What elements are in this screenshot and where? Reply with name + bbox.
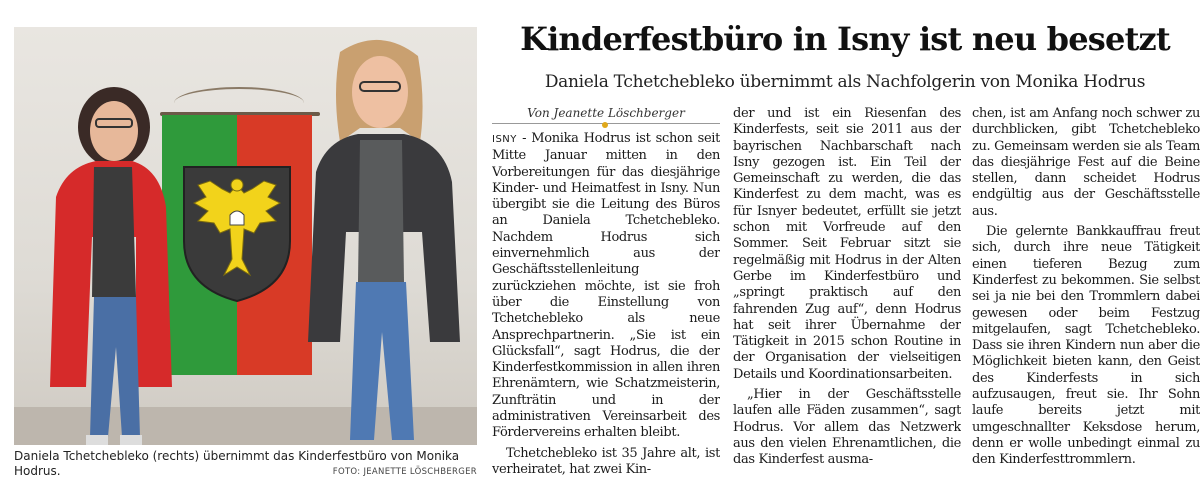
- paragraph: der und ist ein Riesenfan des Kinderfests, seit sie 2011 aus der bayrischen Nachbarschaft nach Isny gezogen ist. Ein Teil der Gemeinschaft zu werden, die das Kinderfest zu dem macht, was es für Isnyer bedeutet, erfüllt sie jetzt schon mit Vorfreude auf den Sommer. Seit Februar sitzt sie regelmäßig mit Hodrus in der Alten Gerbe im Kinderfestbüro und „springt praktisch auf den fahrenden Zug auf“, denn Hodrus hat seit ihrer Übernahme der Tätigkeit in 2015 schon Routine in der Organisation der vielseitigen Details und Koordinationsarbeiten.: [733, 106, 961, 382]
- paragraph: Die gelernte Bankkauffrau freut sich, durch ihre neue Tätigkeit einen tieferen Bezug zum Kinderfest zu bekommen. Sie selbst sei ja nie bei den Trommlern dabei gewesen oder beim Festzug mitgelaufen, sagt Tchetchebleko. Dass sie ihren Kindern nun aber die Möglichkeit bieten kann, den Geist des Kinderfests in sich aufzusaugen, freut sie. Ihr Sohn laufe bereits jetzt mit umgeschnallter Keksdose herum, denn er wolle unbedingt einmal zu den Kinderfesttrommlern.: [972, 224, 1200, 468]
- article-subheadline: Daniela Tchetchebleko übernimmt als Nachfolgerin von Monika Hodrus: [544, 72, 1146, 92]
- isny-flag: [162, 115, 312, 375]
- article-column-2: [733, 106, 961, 489]
- paragraph: Tchetchebleko ist 35 Jahre alt, ist verheiratet, hat zwei Kin-: [492, 445, 720, 477]
- article-headline: Kinderfestbüro in Isny ist neu besetzt: [520, 20, 1170, 58]
- paragraph: [492, 131, 720, 442]
- article-column-1: [492, 131, 720, 489]
- article-column-3: [972, 106, 1200, 489]
- person-monika-hodrus: [36, 57, 176, 445]
- photo-credit: FOTO: JEANETTE LÖSCHBERGER: [332, 467, 477, 477]
- paragraph-text: - Monika Hodrus ist schon seit Mitte Januar mitten in den Vorbereitungen für das diesjährige Kinder- und Heimatfest in Isny. Nun übergibt sie die Leitung des Büros an Daniela Tchetchebleko. Nachdem Hodrus sich einvernehmlich aus der Geschäftsstellenleitung zurückziehen möchte, ist sie froh über die Einstellung von Tchetchebleko als neue Ansprechpartnerin. „Sie ist ein Glücksfall“, sagt Hodrus, die der Kinderfestkommission in allen ihren Ehrenämtern, wie Schatzmeisterin, Zunfträtin und in der administrativen Vereinsarbeit des Fördervereins erhalten bleibt.: [492, 131, 720, 441]
- article-photo: [14, 27, 477, 445]
- byline-accent-dot: [602, 122, 608, 128]
- photo-caption-text: Daniela Tchetchebleko (rechts) übernimmt das Kinderfestbüro von Monika Hodrus.: [14, 449, 460, 478]
- paragraph: „Hier in der Geschäftsstelle laufen alle Fäden zusammen“, sagt Hodrus. Vor allem das Netzwerk aus den vielen Ehrenamtlichen, die das Kinderfest ausma-: [733, 387, 961, 468]
- dateline: ISNY: [492, 134, 517, 145]
- article-byline: Von Jeanette Löschberger: [492, 106, 720, 124]
- eagle-coat-of-arms-icon: [180, 163, 294, 303]
- paragraph: chen, ist am Anfang noch schwer zu durchblicken, gibt Tchetchebleko zu. Gemeinsam werden sie als Team das diesjährige Fest auf die Beine stellen, dann scheidet Hodrus endgültig aus der Geschäftsstelle aus.: [972, 106, 1200, 219]
- photo-caption: [14, 449, 477, 479]
- person-daniela-tchetchebleko: [300, 32, 470, 445]
